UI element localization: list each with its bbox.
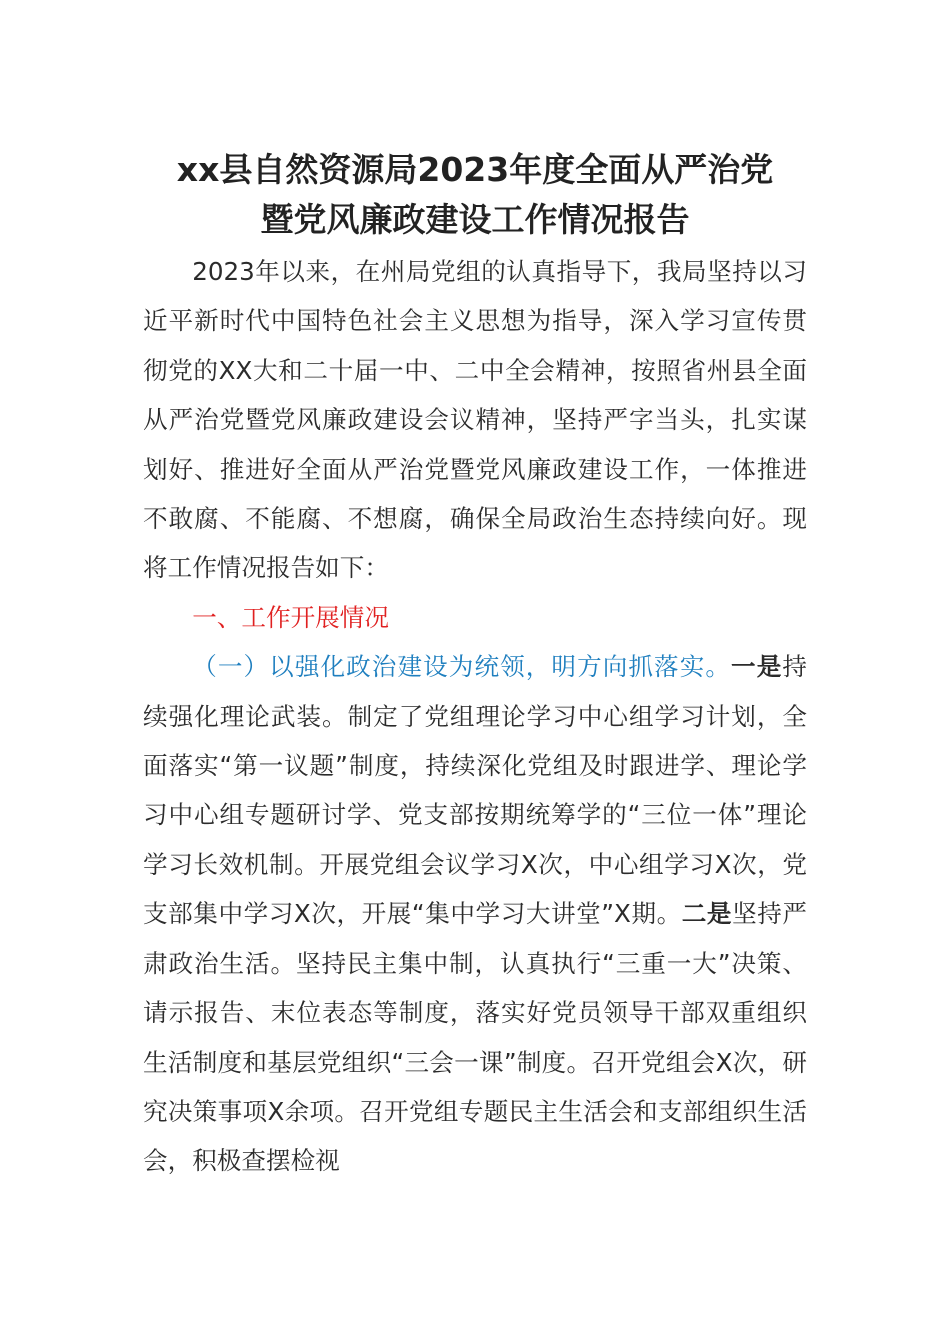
point-label-1: 一是: [731, 652, 783, 682]
subsection-paragraph-1: [143, 642, 807, 1185]
point-text-1: 持续强化理论武装。制定了党组理论学习中心组学习计划，全面落实“第一议题”制度，持续深化党组及时跟进学、理论学习中心组专题研讨学、党支部按期统筹学的“三位一体”理论学习长效机制。开展党组会议学习X次，中心组学习X次，党支部集中学习X次，开展“集中学习大讲堂”X期。: [143, 652, 807, 929]
subsection-heading: （一）以强化政治建设为统领，明方向抓落实。: [192, 652, 732, 682]
section-heading-1: 一、工作开展情况: [192, 602, 389, 632]
intro-paragraph: 2023年以来，在州局党组的认真指导下，我局坚持以习近平新时代中国特色社会主义思想为指导，深入学习宣传贯彻党的XX大和二十届一中、二中全会精神，按照省州县全面从严治党暨党风廉政建设会议精神，坚持严字当头，扎实谋划好、推进好全面从严治党暨党风廉政建设工作，一体推进不敢腐、不能腐、不想腐，确保全局政治生态持续向好。现将工作情况报告如下：: [143, 257, 807, 583]
document-title-line-2: 暨党风廉政建设工作情况报告: [260, 200, 690, 239]
point-label-2: 二是: [681, 899, 733, 929]
document-title-line-1: xx县自然资源局2023年度全面从严治党: [176, 150, 774, 189]
point-text-2: 坚持严肃政治生活。坚持民主集中制，认真执行“三重一大”决策、请示报告、末位表态等制度，落实好党员领导干部双重组织生活制度和基层党组织“三会一课”制度。召开党组会X次，研究决策事项X余项。召开党组专题民主生活会和支部组织生活会，积极查摆检视: [143, 899, 807, 1176]
document-body: [143, 247, 807, 1186]
